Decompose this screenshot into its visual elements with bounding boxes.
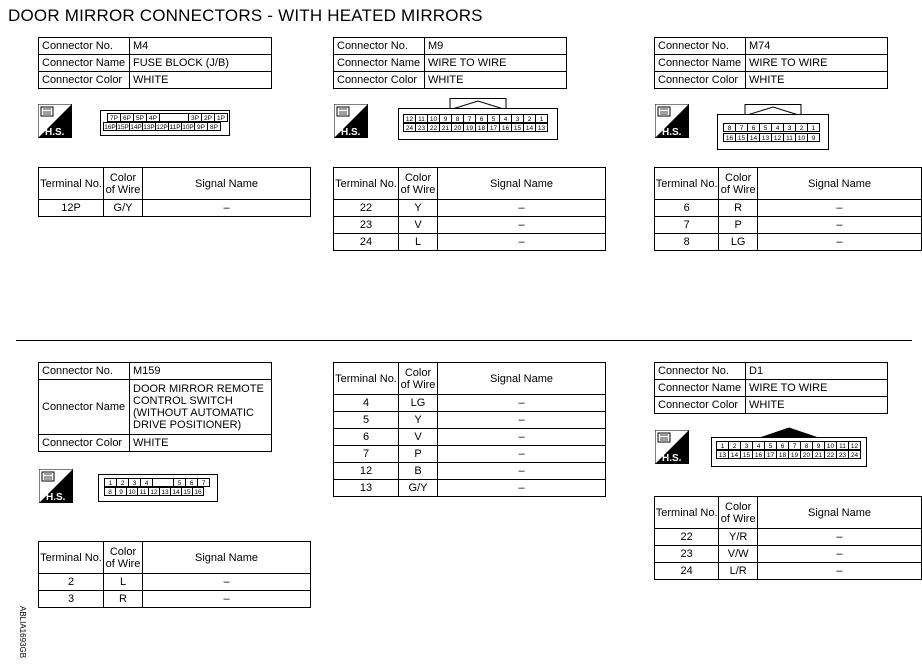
table-row — [334, 395, 606, 412]
m159-connector-face — [98, 474, 218, 502]
connector-no-value: M159 — [130, 363, 272, 380]
connector-pin: 15P — [117, 124, 129, 131]
connector-pin: 16 — [723, 133, 736, 142]
connector-pin: 6 — [475, 114, 488, 123]
connector-pin: 10 — [795, 133, 808, 142]
connector-pin: 5P — [133, 113, 147, 122]
signal-name-header: Signal Name — [757, 497, 921, 529]
terminal-cell: 6 — [655, 200, 719, 217]
terminal-cell: 4 — [334, 395, 399, 412]
terminal-no-header: Terminal No. — [334, 168, 399, 200]
connector-pin: 1 — [716, 441, 729, 450]
harness-side-icon — [39, 469, 73, 503]
harness-side-icon — [655, 430, 689, 464]
connector-pin: 3 — [740, 441, 753, 450]
name-line: (WITHOUT AUTOMATIC — [133, 407, 254, 419]
connector-pin: 9 — [812, 441, 825, 450]
name-line: CONTROL SWITCH — [133, 395, 233, 407]
connector-color-value: WHITE — [130, 435, 272, 452]
connector-name-value: WIRE TO WIRE — [746, 380, 888, 397]
terminal-no-header: Terminal No. — [334, 363, 399, 395]
connector-pin: 9P — [194, 122, 208, 131]
connector-pin: 12 — [771, 133, 784, 142]
m9-info-table — [333, 37, 567, 89]
connector-pin: 11 — [415, 114, 428, 123]
wire-color-cell: Y — [399, 412, 438, 429]
connector-pin: 11 — [137, 487, 149, 496]
connector-key — [159, 113, 189, 122]
signal-cell: – — [757, 563, 921, 580]
terminal-cell: 13 — [334, 480, 399, 497]
connector-pin: 13 — [535, 123, 548, 132]
color-of-wire-header: Color of Wire — [719, 168, 758, 200]
connector-pin: 8 — [451, 114, 464, 123]
signal-cell: – — [438, 200, 606, 217]
connector-no-label: Connector No. — [655, 363, 746, 380]
signal-cell: – — [757, 200, 921, 217]
hs-label: H.S. — [46, 492, 66, 503]
connector-name-label: Connector Name — [334, 55, 425, 72]
connector-pin: 6P — [120, 113, 134, 122]
hs-label: H.S. — [45, 127, 65, 138]
connector-name-value — [130, 380, 272, 435]
connector-pin: 2 — [728, 441, 741, 450]
connector-pin: 22 — [427, 123, 440, 132]
signal-cell: – — [438, 217, 606, 234]
connector-pin: 18 — [776, 450, 789, 459]
signal-cell: – — [143, 591, 311, 608]
wire-color-cell: Y/R — [719, 529, 758, 546]
connector-pin: 9 — [807, 133, 820, 142]
signal-cell: – — [438, 395, 606, 412]
signal-cell: – — [757, 546, 921, 563]
connector-pin: 4 — [752, 441, 765, 450]
wire-color-cell: G/Y — [399, 480, 438, 497]
wire-color-cell: V/W — [719, 546, 758, 563]
table-row — [334, 412, 606, 429]
signal-name-header: Signal Name — [438, 363, 606, 395]
connector-pin: 2 — [116, 478, 129, 487]
connector-pin: 2P — [201, 113, 215, 122]
connector-pin: 11P — [169, 124, 181, 131]
connector-pin: 7 — [788, 441, 801, 450]
connector-pin: 4 — [771, 123, 784, 132]
connector-pin: 21 — [439, 123, 452, 132]
terminal-cell: 24 — [334, 234, 399, 251]
hs-label: H.S. — [662, 127, 682, 138]
connector-pin: 12 — [848, 441, 861, 450]
connector-pin: 20 — [800, 450, 813, 459]
connector-pin: 18 — [475, 123, 488, 132]
table-row — [655, 529, 922, 546]
connector-name-label: Connector Name — [39, 380, 130, 435]
d1-info-table — [654, 362, 888, 414]
connector-no-label: Connector No. — [39, 38, 130, 55]
connector-color-label: Connector Color — [334, 72, 425, 89]
connector-color-label: Connector Color — [655, 72, 746, 89]
connector-pin: 15 — [511, 123, 524, 132]
signal-cell: – — [438, 446, 606, 463]
connector-pin: 16P — [104, 124, 116, 131]
connector-pin: 9 — [439, 114, 452, 123]
wire-color-cell: B — [399, 463, 438, 480]
hs-label: H.S. — [341, 127, 361, 138]
d1-terminal-table — [654, 496, 922, 580]
signal-name-header: Signal Name — [757, 168, 921, 200]
connector-pin: 6 — [747, 123, 760, 132]
connector-color-label: Connector Color — [39, 72, 130, 89]
connector-no-label: Connector No. — [655, 38, 746, 55]
terminal-no-header: Terminal No. — [39, 542, 104, 574]
harness-side-icon — [655, 104, 689, 138]
m4-terminal-table — [38, 167, 311, 217]
connector-pin: 8 — [723, 123, 736, 132]
connector-pin: 10 — [427, 114, 440, 123]
figure-code: ABLIA1693GB — [18, 606, 27, 659]
connector-pin: 1P — [214, 113, 228, 122]
connector-pin: 7 — [735, 123, 748, 132]
connector-pin: 7 — [463, 114, 476, 123]
page-title: DOOR MIRROR CONNECTORS - WITH HEATED MIRRORS — [8, 6, 483, 25]
m159-terminal-table-continued — [333, 362, 606, 497]
connector-pin: 6 — [776, 441, 789, 450]
connector-pin: 9 — [115, 487, 127, 496]
connector-no-value: D1 — [746, 363, 888, 380]
connector-name-label: Connector Name — [655, 380, 746, 397]
connector-pin: 13 — [159, 487, 171, 496]
color-of-wire-header: Color of Wire — [399, 363, 438, 395]
table-row — [334, 429, 606, 446]
connector-name-value: WIRE TO WIRE — [746, 55, 888, 72]
connector-color-value: WHITE — [130, 72, 272, 89]
connector-pin: 5 — [487, 114, 500, 123]
table-row — [334, 480, 606, 497]
connector-pin: 23 — [415, 123, 428, 132]
connector-name-value: WIRE TO WIRE — [425, 55, 567, 72]
connector-pin: 5 — [759, 123, 772, 132]
table-row — [655, 200, 922, 217]
signal-cell: – — [438, 480, 606, 497]
terminal-cell: 23 — [655, 546, 719, 563]
terminal-cell: 22 — [655, 529, 719, 546]
wire-color-cell: V — [399, 429, 438, 446]
terminal-cell: 24 — [655, 563, 719, 580]
name-line: DOOR MIRROR REMOTE — [133, 383, 264, 395]
connector-pin: 20 — [451, 123, 464, 132]
m9-connector-face — [398, 98, 558, 140]
connector-pin: 8 — [800, 441, 813, 450]
table-row — [334, 463, 606, 480]
connector-pin: 19 — [463, 123, 476, 132]
signal-cell: – — [757, 234, 921, 251]
connector-color-value: WHITE — [746, 72, 888, 89]
terminal-cell: 7 — [655, 217, 719, 234]
wire-color-cell: LG — [399, 395, 438, 412]
connector-pin: 13P — [143, 124, 155, 131]
connector-pin: 8P — [207, 122, 221, 131]
connector-pin: 10 — [824, 441, 837, 450]
connector-pin: 19 — [788, 450, 801, 459]
terminal-cell: 12 — [334, 463, 399, 480]
color-of-wire-header: Color of Wire — [719, 497, 758, 529]
connector-pin: 4 — [499, 114, 512, 123]
connector-color-label: Connector Color — [39, 435, 130, 452]
signal-name-header: Signal Name — [143, 168, 311, 200]
connector-pin: 1 — [104, 478, 117, 487]
terminal-no-header: Terminal No. — [39, 168, 104, 200]
connector-pin: 14 — [728, 450, 741, 459]
wire-color-cell: G/Y — [104, 200, 143, 217]
m159-info-table — [38, 362, 272, 452]
connector-pin: 13 — [759, 133, 772, 142]
table-row — [655, 546, 922, 563]
connector-pin: 7 — [197, 478, 210, 487]
wire-color-cell: P — [399, 446, 438, 463]
connector-pin: 2 — [523, 114, 536, 123]
terminal-cell: 8 — [655, 234, 719, 251]
color-of-wire-header: Color of Wire — [104, 542, 143, 574]
connector-name-label: Connector Name — [39, 55, 130, 72]
connector-no-value: M4 — [130, 38, 272, 55]
connector-color-value: WHITE — [425, 72, 567, 89]
signal-cell: – — [143, 574, 311, 591]
connector-pin: 4 — [140, 478, 153, 487]
wire-color-cell: Y — [399, 200, 438, 217]
connector-pin: 10P — [182, 124, 194, 131]
terminal-no-header: Terminal No. — [655, 168, 719, 200]
connector-key — [152, 478, 174, 487]
terminal-cell: 23 — [334, 217, 399, 234]
wire-color-cell: L — [399, 234, 438, 251]
signal-cell: – — [757, 529, 921, 546]
m74-connector-face — [717, 104, 829, 150]
wire-color-cell: V — [399, 217, 438, 234]
m159-terminal-table — [38, 541, 311, 608]
terminal-cell: 5 — [334, 412, 399, 429]
terminal-cell: 6 — [334, 429, 399, 446]
signal-cell: – — [438, 412, 606, 429]
connector-no-label: Connector No. — [39, 363, 130, 380]
table-row — [655, 563, 922, 580]
connector-pin: 3 — [783, 123, 796, 132]
connector-name-value: FUSE BLOCK (J/B) — [130, 55, 272, 72]
connector-pin: 15 — [740, 450, 753, 459]
connector-pin: 16 — [752, 450, 765, 459]
connector-pin: 14 — [747, 133, 760, 142]
wire-color-cell: P — [719, 217, 758, 234]
harness-side-icon — [38, 104, 72, 138]
signal-cell: – — [438, 463, 606, 480]
color-of-wire-header: Color of Wire — [104, 168, 143, 200]
connector-pin: 24 — [403, 123, 416, 132]
connector-pin: 3P — [188, 113, 202, 122]
connector-pin: 5 — [173, 478, 186, 487]
table-row — [39, 574, 311, 591]
connector-pin: 1 — [535, 114, 548, 123]
table-row — [39, 591, 311, 608]
connector-no-value: M74 — [746, 38, 888, 55]
connector-pin: 17 — [764, 450, 777, 459]
connector-pin: 1 — [807, 123, 820, 132]
section-divider — [16, 340, 912, 341]
connector-no-label: Connector No. — [334, 38, 425, 55]
connector-pin: 16 — [192, 487, 204, 496]
connector-pin: 15 — [735, 133, 748, 142]
terminal-cell: 3 — [39, 591, 104, 608]
signal-name-header: Signal Name — [143, 542, 311, 574]
connector-pin: 11 — [783, 133, 796, 142]
wire-color-cell: R — [719, 200, 758, 217]
terminal-cell: 12P — [39, 200, 104, 217]
connector-color-value: WHITE — [746, 397, 888, 414]
signal-cell: – — [438, 429, 606, 446]
signal-cell: – — [438, 234, 606, 251]
color-of-wire-header: Color of Wire — [399, 168, 438, 200]
terminal-cell: 2 — [39, 574, 104, 591]
connector-pin: 14 — [523, 123, 536, 132]
connector-pin: 10 — [126, 487, 138, 496]
connector-pin: 11 — [836, 441, 849, 450]
connector-pin: 2 — [795, 123, 808, 132]
terminal-cell: 7 — [334, 446, 399, 463]
connector-pin: 3 — [128, 478, 141, 487]
connector-pin: 5 — [764, 441, 777, 450]
wire-color-cell: R — [104, 591, 143, 608]
connector-pin: 21 — [812, 450, 825, 459]
hs-label: H.S. — [662, 453, 682, 464]
connector-color-label: Connector Color — [655, 397, 746, 414]
connector-pin: 22 — [824, 450, 837, 459]
wire-color-cell: L — [104, 574, 143, 591]
signal-cell: – — [757, 217, 921, 234]
connector-pin: 13 — [716, 450, 729, 459]
d1-connector-face — [711, 427, 867, 467]
connector-pin: 12 — [403, 114, 416, 123]
connector-pin: 4P — [146, 113, 160, 122]
terminal-cell: 22 — [334, 200, 399, 217]
connector-name-label: Connector Name — [655, 55, 746, 72]
harness-side-icon — [334, 104, 368, 138]
connector-pin: 14 — [170, 487, 182, 496]
table-row — [39, 200, 311, 217]
connector-pin: 17 — [487, 123, 500, 132]
connector-pin: 8 — [104, 487, 116, 496]
connector-pin: 23 — [836, 450, 849, 459]
table-row — [334, 446, 606, 463]
connector-pin: 7P — [107, 113, 121, 122]
wire-color-cell: LG — [719, 234, 758, 251]
terminal-no-header: Terminal No. — [655, 497, 719, 529]
connector-pin: 12 — [148, 487, 160, 496]
connector-pin: 14P — [130, 124, 142, 131]
wire-color-cell: L/R — [719, 563, 758, 580]
signal-name-header: Signal Name — [438, 168, 606, 200]
table-row — [334, 200, 606, 217]
table-row — [334, 234, 606, 251]
connector-pin: 12P — [156, 124, 168, 131]
m4-connector-face — [100, 110, 230, 136]
connector-pin: 3 — [511, 114, 524, 123]
m74-terminal-table — [654, 167, 922, 251]
connector-pin: 24 — [848, 450, 861, 459]
connector-pin: 6 — [185, 478, 198, 487]
connector-pin: 16 — [499, 123, 512, 132]
connector-no-value: M9 — [425, 38, 567, 55]
table-row — [655, 217, 922, 234]
m9-terminal-table — [333, 167, 606, 251]
m74-info-table — [654, 37, 888, 89]
signal-cell: – — [143, 200, 311, 217]
name-line: DRIVE POSITIONER) — [133, 419, 242, 431]
table-row — [655, 234, 922, 251]
table-row — [334, 217, 606, 234]
connector-pin: 15 — [181, 487, 193, 496]
m4-info-table — [38, 37, 272, 89]
